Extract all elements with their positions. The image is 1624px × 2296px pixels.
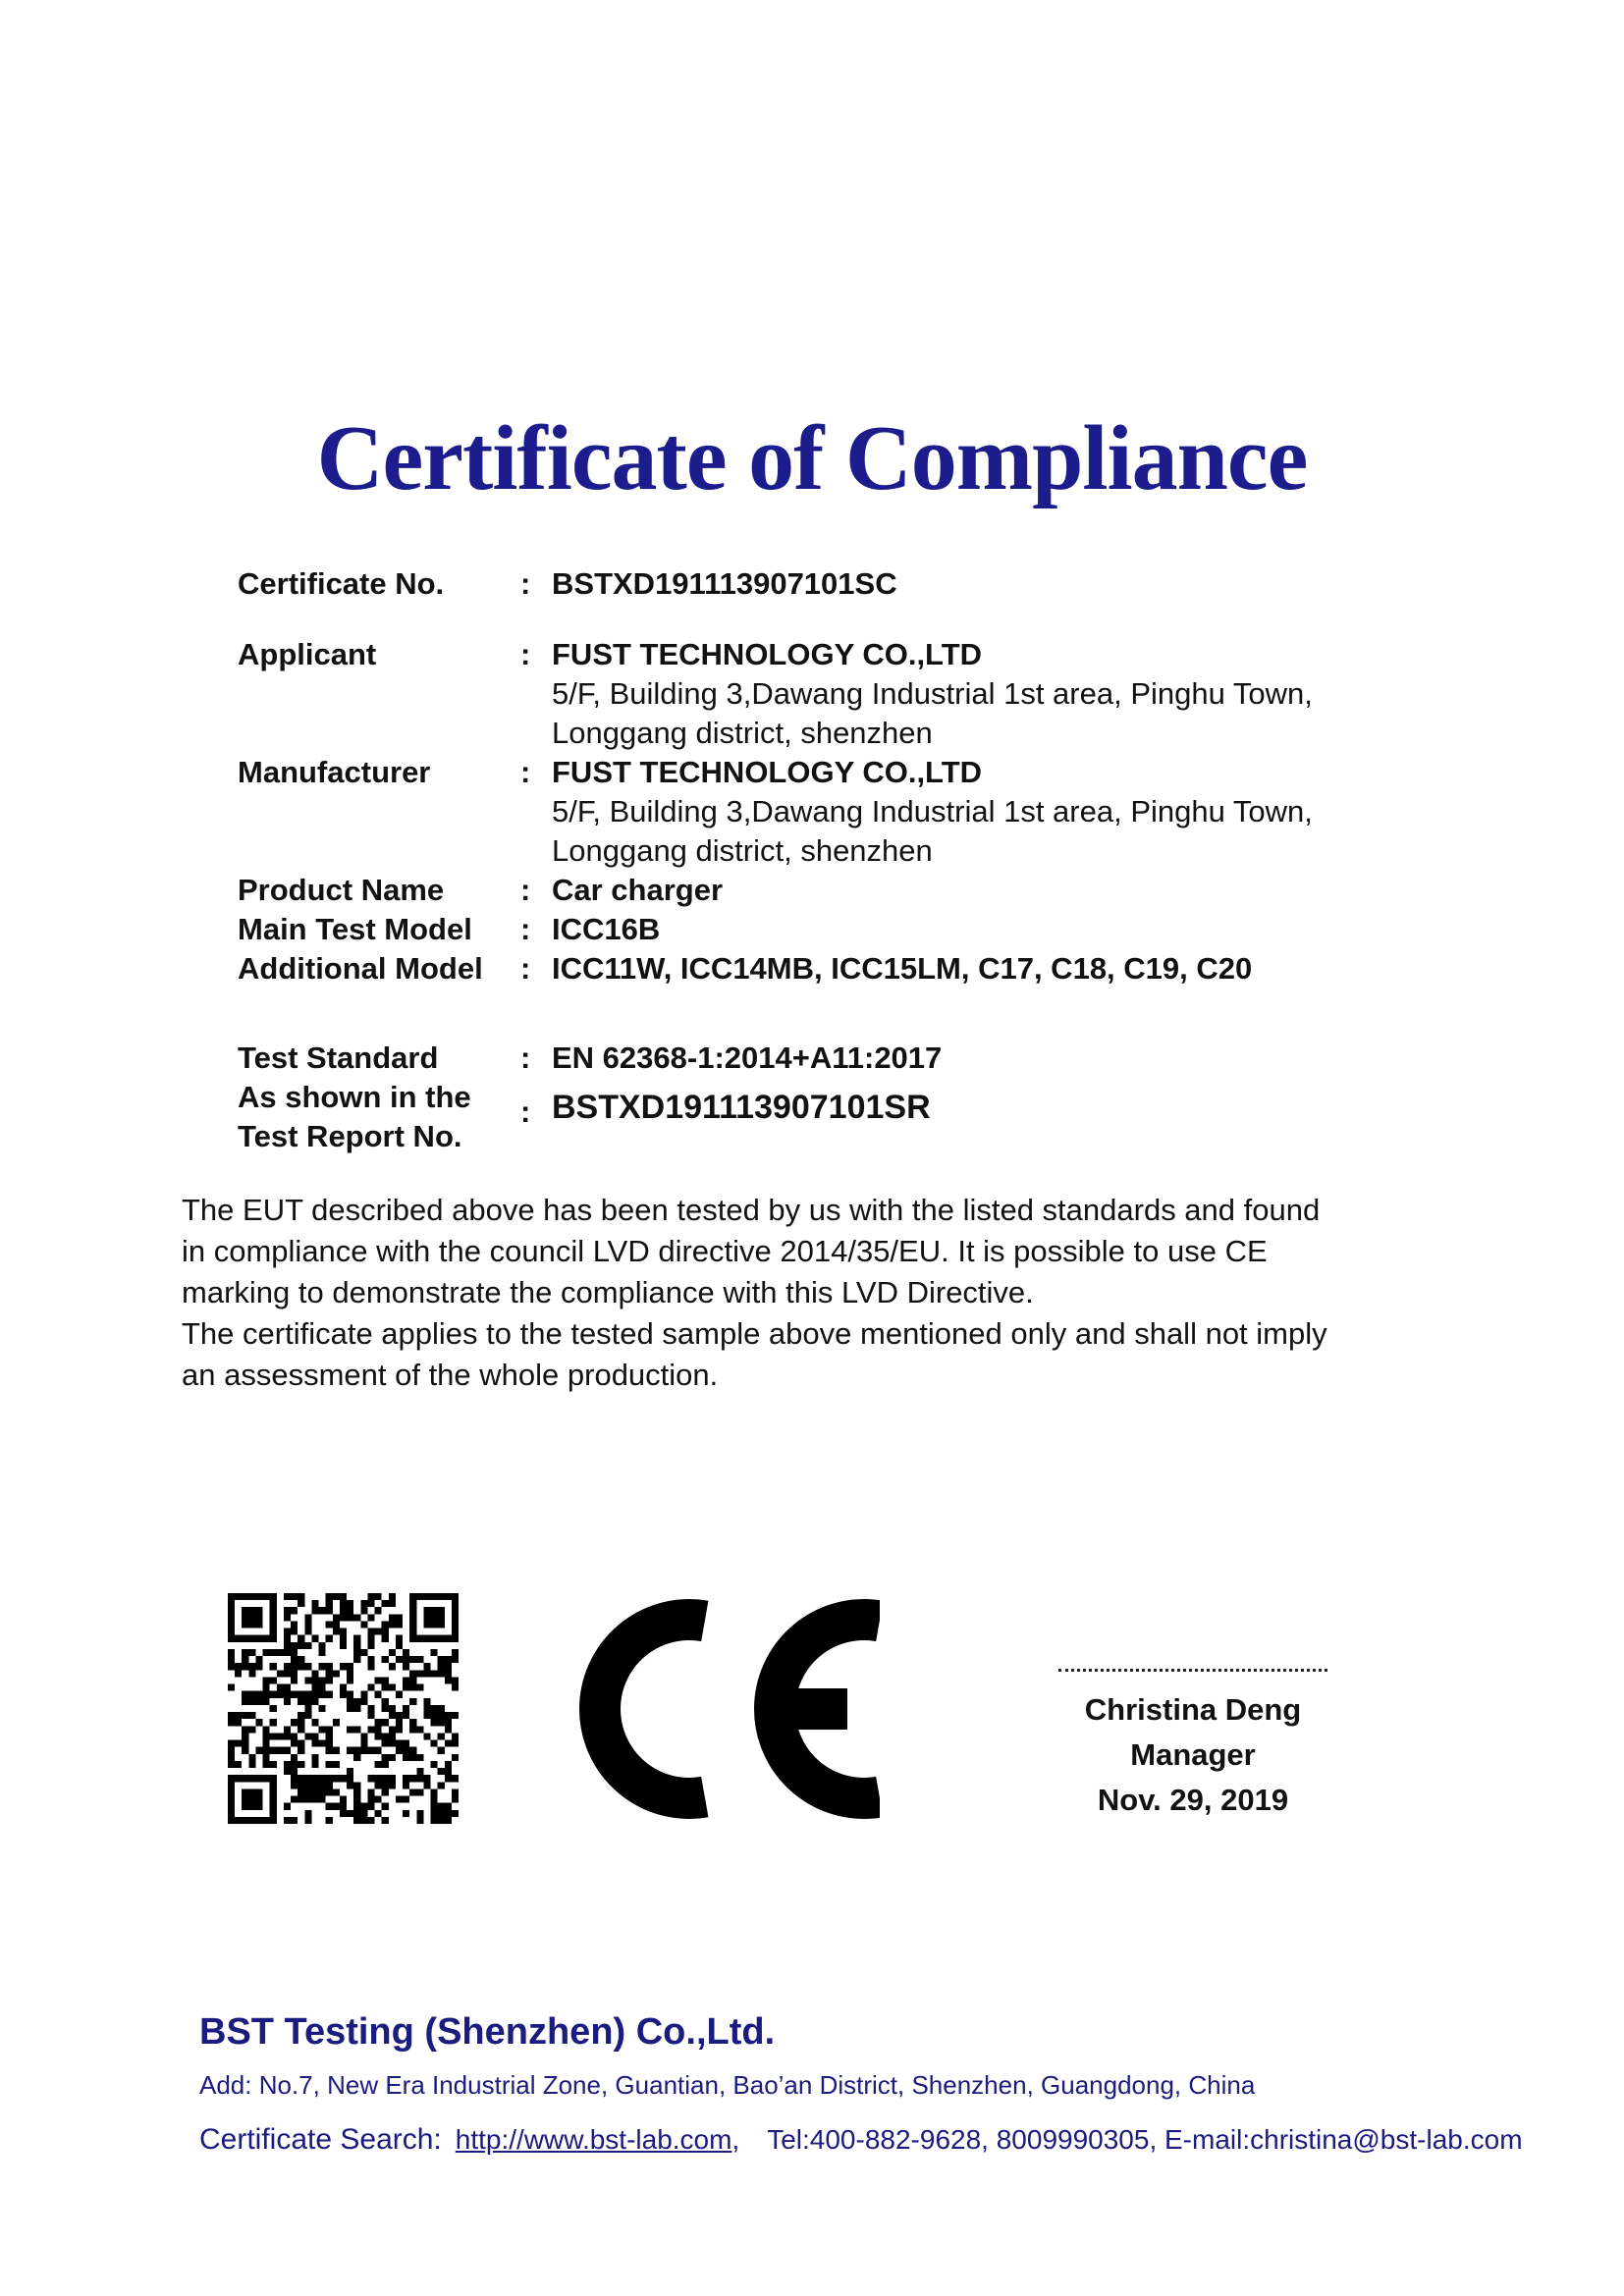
field-colon: : — [520, 637, 531, 671]
signer-role: Manager — [1130, 1737, 1256, 1772]
statement-line: in compliance with the council LVD directive 2014/35/EU. It is possible to use CE — [182, 1234, 1268, 1268]
field-colon: : — [520, 912, 531, 946]
page-title: Certificate of Compliance — [316, 407, 1308, 509]
field-row-manufacturer — [238, 753, 1313, 871]
statement-line: an assessment of the whole production. — [182, 1358, 719, 1392]
field-label: Applicant — [238, 637, 377, 671]
lab-company-name: BST Testing (Shenzhen) Co.,Ltd. — [199, 2011, 776, 2053]
field-label: Additional Model — [238, 951, 483, 986]
qr-code-icon — [228, 1593, 459, 1824]
ce-mark-icon — [575, 1596, 880, 1822]
certificate-search-line — [199, 2123, 1523, 2157]
lab-contact-info: Tel:400-882-9628, 8009990305, E-mail:christina@bst-lab.com — [767, 2124, 1523, 2156]
manufacturer-address-line: Longgang district, shenzhen — [552, 833, 933, 868]
statement-line: The certificate applies to the tested sample above mentioned only and shall not imply — [182, 1316, 1327, 1351]
main-test-model: ICC16B — [552, 912, 661, 946]
certificate-search-label: Certificate Search: — [199, 2123, 442, 2157]
field-row-additional-model — [238, 949, 1313, 988]
signer-name: Christina Deng — [1084, 1692, 1302, 1727]
test-standard-value: EN 62368-1:2014+A11:2017 — [552, 1041, 943, 1075]
signature-dotted-line — [1058, 1669, 1327, 1672]
field-row-product-name — [238, 871, 1313, 910]
field-colon: : — [520, 1041, 531, 1075]
field-label: Certificate No. — [238, 566, 445, 601]
applicant-address-line: 5/F, Building 3,Dawang Industrial 1st area, Pinghu Town, — [552, 676, 1313, 711]
field-label: Manufacturer — [238, 755, 431, 789]
qr-code-icon — [228, 1593, 459, 1824]
test-standard-label: Test Standard — [238, 1041, 439, 1075]
signature-date: Nov. 29, 2019 — [1097, 1783, 1289, 1817]
field-colon: : — [520, 951, 531, 986]
field-colon: : — [520, 755, 531, 789]
field-label: Product Name — [238, 873, 445, 907]
field-colon: : — [520, 566, 531, 601]
field-list — [238, 564, 1313, 988]
ce-mark-icon — [575, 1596, 880, 1827]
applicant-address-line: Longgang district, shenzhen — [552, 716, 933, 750]
statement-line: The EUT described above has been tested by us with the listed standards and found — [182, 1193, 1321, 1227]
signature-block — [982, 1669, 1404, 1823]
field-label: Main Test Model — [238, 912, 472, 946]
applicant-name: FUST TECHNOLOGY CO.,LTD — [552, 637, 983, 671]
compliance-statement — [182, 1190, 1327, 1396]
lab-address: Add: No.7, New Era Industrial Zone, Guantian, Bao’an District, Shenzhen, Guangdong, China — [199, 2069, 1256, 2100]
additional-models: ICC11W, ICC14MB, ICC15LM, C17, C18, C19, C20 — [552, 951, 1253, 986]
test-report-number: BSTXD191113907101SR — [552, 1089, 931, 1126]
footer — [199, 2010, 1523, 2157]
field-colon: : — [520, 1095, 531, 1129]
statement-line: marking to demonstrate the compliance with this LVD Directive. — [182, 1275, 1034, 1309]
url-trailing-comma: , — [731, 2124, 740, 2156]
field-row-certificate-no — [238, 564, 1313, 604]
field-row-applicant — [238, 635, 1313, 753]
manufacturer-name: FUST TECHNOLOGY CO.,LTD — [552, 755, 983, 789]
spacer — [238, 604, 1313, 635]
product-name: Car charger — [552, 873, 724, 907]
field-row-main-test-model — [238, 910, 1313, 949]
report-label-line2: Test Report No. — [238, 1119, 462, 1153]
report-label-line1: As shown in the — [238, 1080, 471, 1114]
field-colon: : — [520, 873, 531, 907]
manufacturer-address-line: 5/F, Building 3,Dawang Industrial 1st area, Pinghu Town, — [552, 794, 1313, 828]
certificate-number: BSTXD191113907101SC — [552, 566, 897, 601]
certificate-search-link[interactable]: http://www.bst-lab.com — [455, 2124, 732, 2156]
